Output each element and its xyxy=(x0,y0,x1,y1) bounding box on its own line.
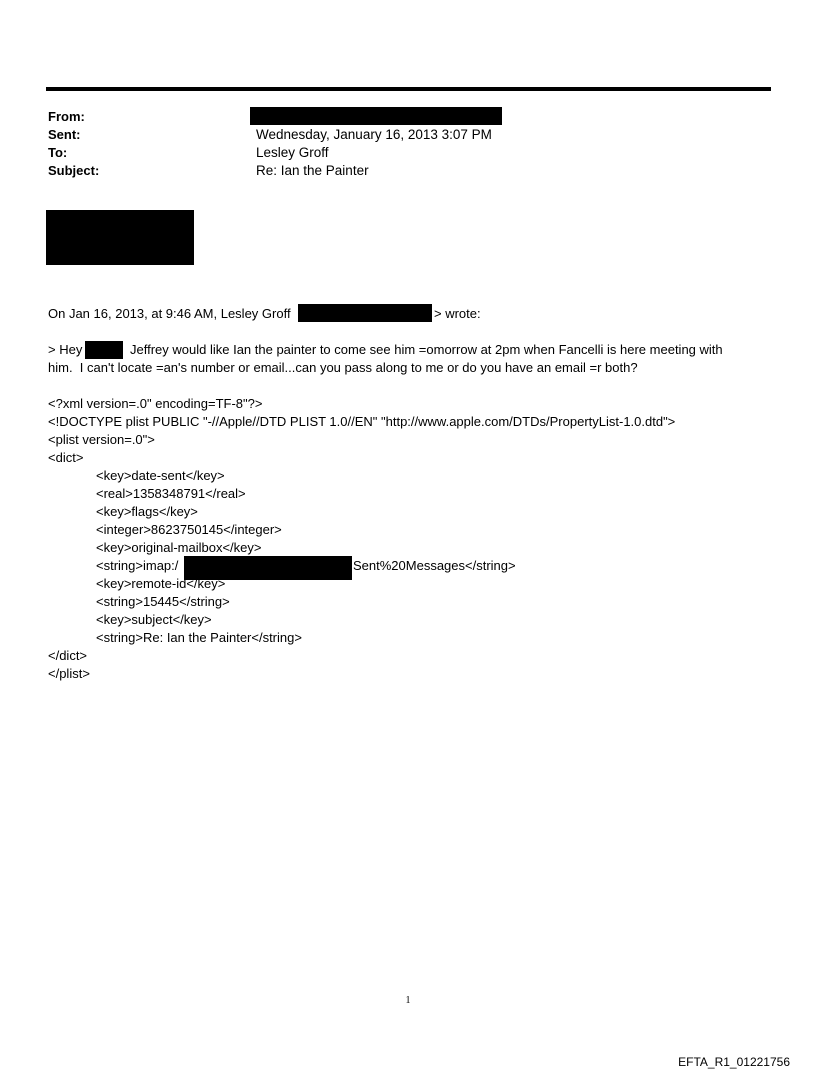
plist-line: <key>remote-id</key> xyxy=(96,576,226,591)
quote-line-2: him. I can't locate =an's number or email...can you pass along to me or do you have an email =r both? xyxy=(48,360,638,375)
top-rule xyxy=(46,87,771,91)
subject-value: Re: Ian the Painter xyxy=(256,163,369,178)
plist-line: <string>imap:/ xyxy=(96,558,179,573)
plist-line: <string>15445</string> xyxy=(96,594,230,609)
plist-line: <dict> xyxy=(48,450,84,465)
signature-redaction xyxy=(46,210,194,265)
sender-email-redaction xyxy=(298,304,432,322)
plist-line: <key>subject</key> xyxy=(96,612,212,627)
document-id: EFTA_R1_01221756 xyxy=(678,1055,790,1069)
from-redaction xyxy=(250,107,502,125)
sent-value: Wednesday, January 16, 2013 3:07 PM xyxy=(256,127,492,142)
plist-line: <real>1358348791</real> xyxy=(96,486,246,501)
plist-line: <string>Re: Ian the Painter</string> xyxy=(96,630,302,645)
plist-line: <integer>8623750145</integer> xyxy=(96,522,282,537)
plist-line: <key>date-sent</key> xyxy=(96,468,225,483)
quote-intro xyxy=(48,305,291,323)
to-label: To: xyxy=(48,145,68,160)
plist-line: Sent%20Messages</string> xyxy=(353,558,516,573)
to-value: Lesley Groff xyxy=(256,145,329,160)
plist-line: <key>flags</key> xyxy=(96,504,198,519)
quote-intro-text: On Jan 16, 2013, at 9:46 AM, Lesley Groff xyxy=(48,306,291,321)
plist-line: <plist version=.0"> xyxy=(48,432,155,447)
plist-line: <?xml version=.0" encoding=TF-8"?> xyxy=(48,396,263,411)
quote-line-1-start: > Hey xyxy=(48,342,83,357)
plist-line: </plist> xyxy=(48,666,90,681)
from-label: From: xyxy=(48,109,85,124)
quote-intro-wrote: > wrote: xyxy=(434,306,481,321)
sent-label: Sent: xyxy=(48,127,81,142)
plist-line: <!DOCTYPE plist PUBLIC "-//Apple//DTD PLIST 1.0//EN" "http://www.apple.com/DTDs/PropertyList-1.0.dtd"> xyxy=(48,414,676,429)
quote-line-1-rest: Jeffrey would like Ian the painter to come see him =omorrow at 2pm when Fancelli is here meeting with xyxy=(130,342,723,357)
recipient-name-redaction xyxy=(85,341,123,359)
plist-line: <key>original-mailbox</key> xyxy=(96,540,262,555)
subject-label: Subject: xyxy=(48,163,100,178)
plist-line: </dict> xyxy=(48,648,88,663)
page-number: 1 xyxy=(405,995,411,1006)
